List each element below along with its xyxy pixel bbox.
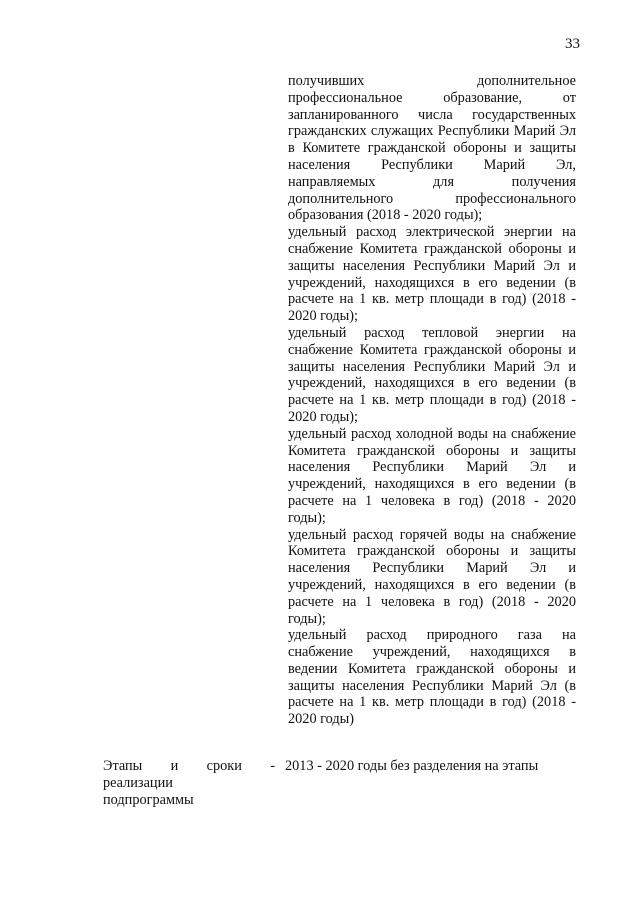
indicators-continued bbox=[288, 73, 576, 728]
indicator-item: удельный расход природного газа на снабжение учреждений, находящихся в ведении Комитета гражданской обороны и защиты населения Республики Марий Эл (в расчете на 1 кв. метр площади в год) (2018 - 2020 годы) bbox=[288, 627, 576, 728]
indicator-item: удельный расход горячей воды на снабжение Комитета гражданской обороны и защиты населения Республики Марий Эл и учреждений, находящихся в его ведении (в расчете на 1 человека в год) (2018 - 2020 годы); bbox=[288, 526, 576, 627]
stages-label-word: - bbox=[270, 758, 275, 774]
indicator-item: удельный расход холодной воды на снабжение Комитета гражданской обороны и защиты населения Республики Марий Эл и учреждений, находящихся в его ведении (в расчете на 1 человека в год) (2018 - 2020 годы); bbox=[288, 425, 576, 526]
stages-row bbox=[103, 758, 583, 838]
indicator-item: получивших дополнительное профессиональное образование, от запланированного числа государственных гражданских служащих Республики Марий Эл в Комитете гражданской обороны и защиты населения Республики Марий Эл, направляемых для получения дополнительного профессионального образования (2018 - 2020 годы); bbox=[288, 73, 576, 224]
stages-value: 2013 - 2020 годы без разделения на этапы bbox=[285, 758, 539, 774]
stages-label-line-2: реализации bbox=[103, 774, 173, 791]
stages-label-word: Этапы bbox=[103, 758, 143, 774]
stages-label bbox=[103, 758, 275, 808]
page-number: 33 bbox=[565, 36, 580, 52]
stages-label-word: сроки bbox=[206, 758, 242, 774]
stages-label-word: и bbox=[170, 758, 179, 774]
stages-label-line-1 bbox=[103, 758, 275, 775]
indicator-item: удельный расход тепловой энергии на снабжение Комитета гражданской обороны и защиты населения Республики Марий Эл и учреждений, находящихся в его ведении (в расчете на 1 кв. метр площади в год) (2018 - 2020 годы); bbox=[288, 324, 576, 425]
stages-label-line-3: подпрограммы bbox=[103, 791, 194, 808]
indicator-item: удельный расход электрической энергии на снабжение Комитета гражданской обороны и защиты населения Республики Марий Эл и учреждений, находящихся в его ведении (в расчете на 1 кв. метр площади в год) (2018 - 2020 годы); bbox=[288, 224, 576, 325]
